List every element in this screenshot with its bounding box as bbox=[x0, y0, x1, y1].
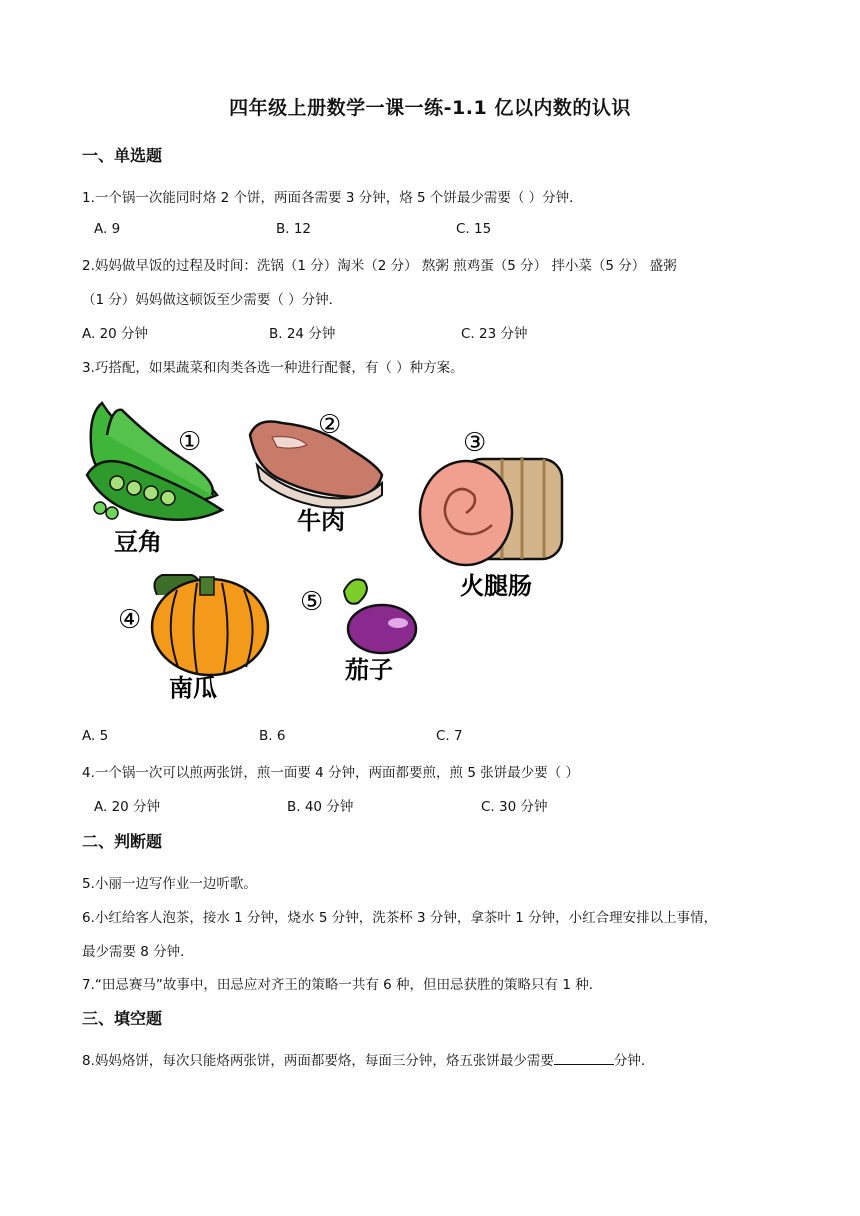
q4-option-b[interactable]: B. 40 分钟 bbox=[287, 799, 354, 815]
answer-blank[interactable] bbox=[554, 1052, 614, 1065]
question-7: 7.“田忌赛马”故事中，田忌应对齐王的策略一共有 6 种，但田忌获胜的策略只有 1 种． bbox=[82, 977, 603, 993]
item-1-label: 豆角 bbox=[114, 528, 162, 556]
item-3-label: 火腿肠 bbox=[460, 572, 532, 600]
q1-option-c[interactable]: C. 15 bbox=[456, 221, 492, 237]
question-8-text: 8.妈妈烙饼，每次只能烙两张饼，两面都要烙，每面三分钟，烙五张饼最少需要 bbox=[82, 1053, 554, 1069]
item-1-number: ① bbox=[178, 427, 202, 457]
question-1: 1.一个锅一次能同时烙 2 个饼，两面各需要 3 分钟，烙 5 个饼最少需要（ ）分钟． bbox=[82, 190, 583, 206]
item-3-number: ③ bbox=[463, 428, 487, 458]
item-5-number: ⑤ bbox=[300, 587, 324, 617]
question-4: 4.一个锅一次可以煎两张饼，煎一面要 4 分钟，两面都要煎，煎 5 张饼最少要（ ） bbox=[82, 765, 580, 781]
item-2-number: ② bbox=[318, 410, 342, 440]
item-2-label: 牛肉 bbox=[297, 507, 345, 535]
question-2-line-2: （1 分）妈妈做这顿饭至少需要（ ）分钟． bbox=[82, 292, 343, 308]
q3-option-c[interactable]: C. 7 bbox=[436, 728, 463, 744]
question-3: 3.巧搭配，如果蔬菜和肉类各选一种进行配餐，有（ ）种方案。 bbox=[82, 360, 464, 376]
q1-option-a[interactable]: A. 9 bbox=[94, 221, 121, 237]
green-bean-image bbox=[87, 403, 222, 520]
q4-option-a[interactable]: A. 20 分钟 bbox=[94, 799, 161, 815]
question-5: 5.小丽一边写作业一边听歌。 bbox=[82, 876, 257, 892]
q2-option-a[interactable]: A. 20 分钟 bbox=[82, 326, 149, 342]
q3-option-b[interactable]: B. 6 bbox=[259, 728, 286, 744]
q2-option-b[interactable]: B. 24 分钟 bbox=[269, 326, 336, 342]
ham-sausage-image bbox=[420, 457, 562, 565]
q1-option-b[interactable]: B. 12 bbox=[276, 221, 312, 237]
question-6-line-2: 最少需要 8 分钟． bbox=[82, 944, 194, 960]
section-heading-single-choice: 一、单选题 bbox=[82, 146, 163, 165]
question-2-line-1: 2.妈妈做早饭的过程及时间：洗锅（1 分）淘米（2 分） 熬粥 煎鸡蛋（5 分） 拌小菜（5 分） 盛粥 bbox=[82, 258, 677, 274]
item-4-label: 南瓜 bbox=[169, 674, 217, 702]
question-8-unit: 分钟． bbox=[613, 1053, 655, 1069]
section-heading-true-false: 二、判断题 bbox=[82, 832, 163, 851]
eggplant-image bbox=[344, 579, 416, 653]
question-8 bbox=[82, 1049, 654, 1069]
item-5-label: 茄子 bbox=[345, 656, 393, 684]
question-6-line-1: 6.小红给客人泡茶，接水 1 分钟，烧水 5 分钟，洗茶杯 3 分钟，拿茶叶 1 分钟，小红合理安排以上事情， bbox=[82, 910, 718, 926]
food-illustration bbox=[82, 395, 582, 705]
q3-option-a[interactable]: A. 5 bbox=[82, 728, 109, 744]
item-4-number: ④ bbox=[118, 605, 142, 635]
page-title: 四年级上册数学一课一练-1.1 亿以内数的认识 bbox=[229, 97, 631, 119]
pumpkin-image bbox=[152, 575, 268, 675]
q4-option-c[interactable]: C. 30 分钟 bbox=[481, 799, 548, 815]
beef-image bbox=[250, 422, 382, 508]
section-heading-fill-blank: 三、填空题 bbox=[82, 1009, 163, 1028]
q2-option-c[interactable]: C. 23 分钟 bbox=[461, 326, 528, 342]
